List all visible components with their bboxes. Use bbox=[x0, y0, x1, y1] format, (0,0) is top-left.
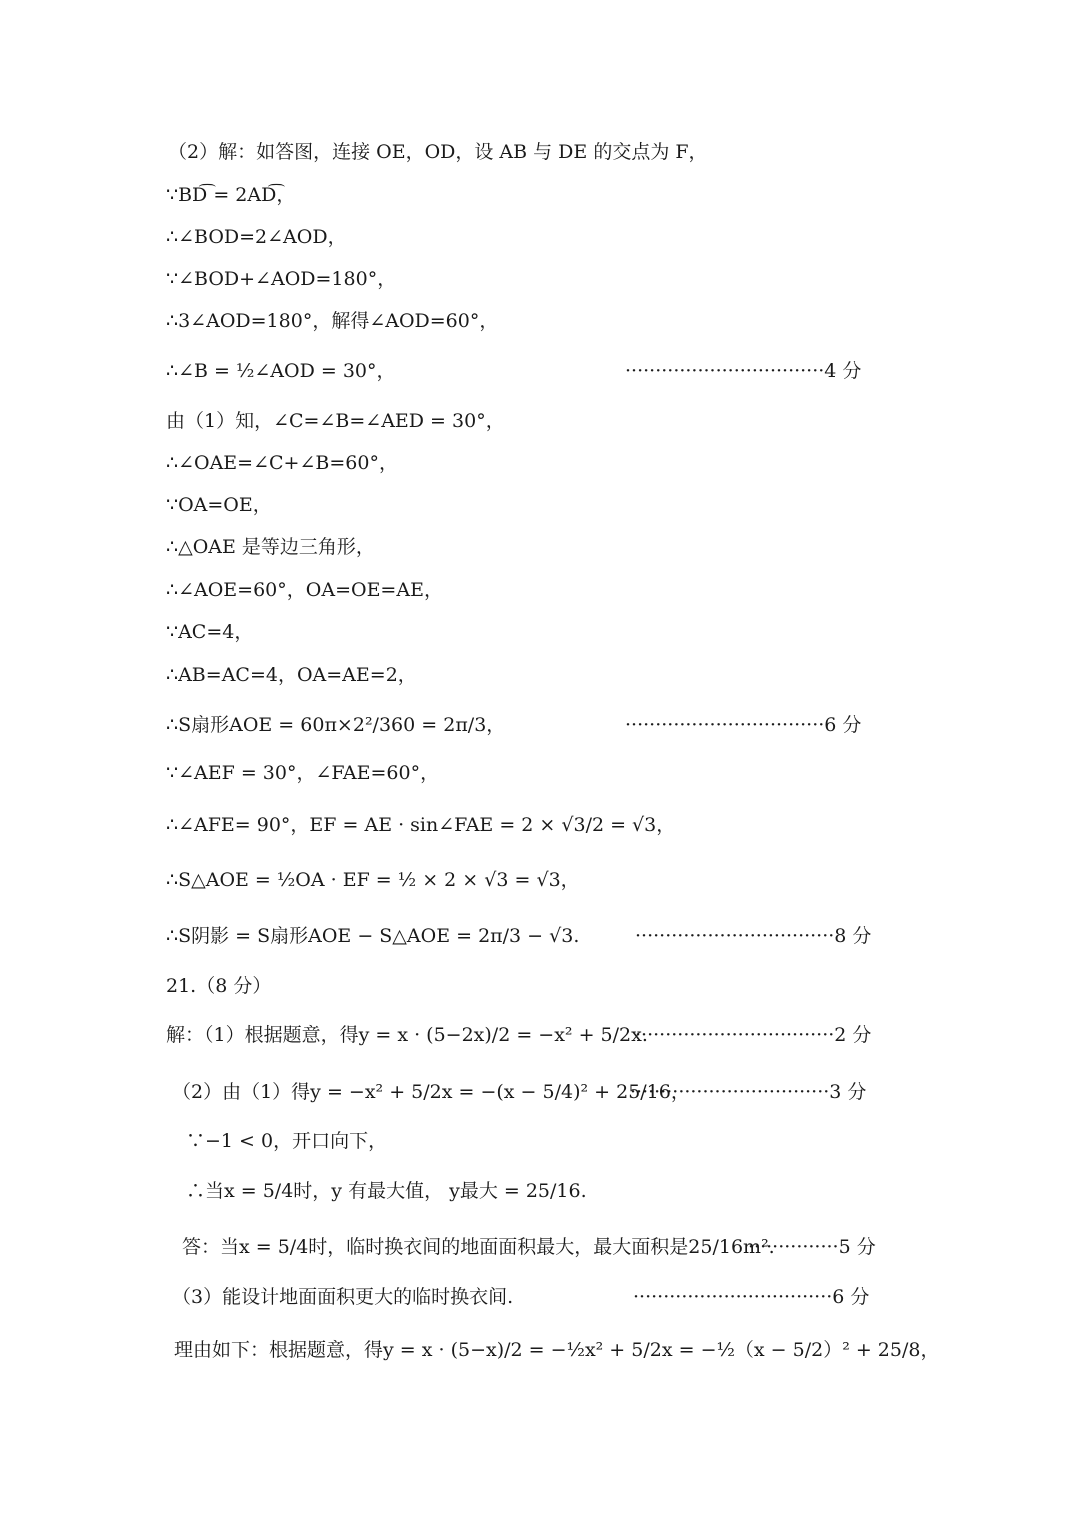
answer-line: 答：当x = 5/4时，临时换衣间的地面面积最大，最大面积是25/16m². bbox=[182, 1236, 775, 1258]
solution-line: ∵AC=4， bbox=[166, 621, 254, 643]
solution-line: ∴∠BOD=2∠AOD， bbox=[166, 226, 347, 248]
solution-line: ∴∠AFE= 90°，EF = AE · sin∠FAE = 2 × √3/2 = √3， bbox=[166, 814, 676, 836]
score-mark: ·································2 分 bbox=[635, 1024, 872, 1046]
solution-line: 解：（1）根据题意，得y = x · (5−2x)/2 = −x² + 5/2x. bbox=[166, 1024, 648, 1046]
score-mark: ·································4 分 bbox=[625, 360, 862, 382]
solution-line: 由（1）知，∠C=∠B=∠AED = 30°， bbox=[166, 410, 505, 432]
solution-line: ∴S扇形AOE = 60π×2²/360 = 2π/3， bbox=[166, 714, 506, 736]
solution-line: （2）由（1）得y = −x² + 5/2x = −(x − 5/4)² + 25/16， bbox=[172, 1081, 690, 1103]
solution-line: ∵∠BOD+∠AOD=180°， bbox=[166, 268, 397, 290]
solution-line: ∴S阴影 = S扇形AOE − S△AOE = 2π/3 − √3. bbox=[166, 925, 580, 947]
solution-line: ∴∠OAE=∠C+∠B=60°， bbox=[166, 452, 398, 474]
score-mark: ·································6 分 bbox=[625, 714, 862, 736]
score-mark: ···············5 分 bbox=[748, 1236, 876, 1258]
solution-line: ∵∠AEF = 30°，∠FAE=60°， bbox=[166, 762, 440, 784]
solution-line: ∴AB=AC=4，OA=AE=2， bbox=[166, 664, 417, 686]
solution-line: ∴∠B = ½∠AOD = 30°， bbox=[166, 360, 396, 382]
solution-line: ∴3∠AOD=180°，解得∠AOD=60°， bbox=[166, 310, 499, 332]
solution-line: （3）能设计地面面积更大的临时换衣间. bbox=[172, 1286, 514, 1308]
solution-line: 理由如下：根据题意，得y = x · (5−x)/2 = −½x² + 5/2x = −½（x − 5/2）² + 25/8， bbox=[174, 1339, 940, 1361]
solution-line: （2）解：如答图，连接 OE，OD，设 AB 与 DE 的交点为 F， bbox=[168, 141, 708, 163]
solution-line: ∴∠AOE=60°，OA=OE=AE， bbox=[166, 579, 443, 601]
solution-line: ∵BD͡ = 2AD͡， bbox=[166, 184, 296, 206]
solution-line: ∵−1 < 0，开口向下， bbox=[186, 1130, 388, 1152]
solution-line: ∴当x = 5/4时，y 有最大值， y最大 = 25/16. bbox=[186, 1180, 587, 1202]
score-mark: ·································6 分 bbox=[633, 1286, 870, 1308]
question-header: 21.（8 分） bbox=[166, 975, 272, 997]
score-mark: ·································8 分 bbox=[635, 925, 872, 947]
solution-line: ∴△OAE 是等边三角形， bbox=[166, 536, 375, 558]
solution-line: ∴S△AOE = ½OA · EF = ½ × 2 × √3 = √3， bbox=[166, 869, 580, 891]
score-mark: ·································3 分 bbox=[630, 1081, 867, 1103]
solution-line: ∵OA=OE， bbox=[166, 494, 272, 516]
